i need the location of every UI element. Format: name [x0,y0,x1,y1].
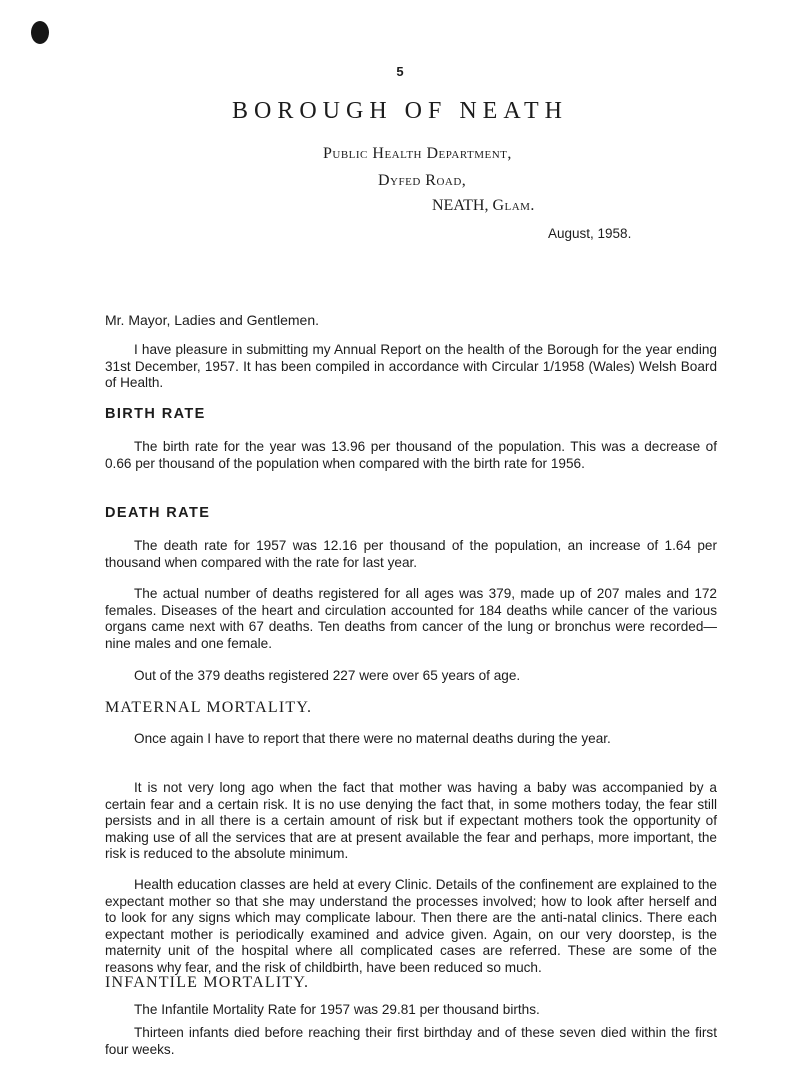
address-town-line [432,196,535,216]
infantile-paragraph-2: Thirteen infants died before reaching their first birthday and of these seven died within the first four weeks. [105,1025,717,1057]
page-number: 5 [396,64,404,79]
salutation: Mr. Mayor, Ladies and Gentlemen. [105,312,319,328]
birth-rate-block [105,439,717,472]
maternal-block-1 [105,731,717,748]
address-department: Public Health Department, [323,145,512,162]
heading-maternal-mortality: MATERNAL MORTALITY. [105,699,313,716]
infantile-block-2 [105,1025,717,1058]
punch-hole [31,21,49,44]
heading-death-rate: DEATH RATE [105,505,211,521]
maternal-paragraph-2: It is not very long ago when the fact that mother was having a baby was accompanied by a certain fear and a certain risk. It is no use denying the fact that, in some mothers today, the fear still persists and in all there is a certain amount of risk but if expectant mothers took the opportunity of making use of all the services that are at present available the fear and perhaps, more important, the risk is reduced to the absolute minimum. [105,780,717,862]
page-title: BOROUGH OF NEATH [231,98,568,124]
infantile-paragraph-1: The Infantile Mortality Rate for 1957 was 29.81 per thousand births. [134,1002,540,1017]
birth-rate-paragraph: The birth rate for the year was 13.96 per thousand of the population. This was a decrease of 0.66 per thousand of the population when compared with the birth rate for 1956. [105,439,717,471]
death-rate-block-3 [105,668,717,685]
address-road: Dyfed Road, [378,172,467,189]
death-rate-paragraph-1: The death rate for 1957 was 12.16 per thousand of the population, an increase of 1.64 per thousand when compared with the rate for last year. [105,538,717,570]
maternal-paragraph-3: Health education classes are held at every Clinic. Details of the confinement are explained to the expectant mother so that she may understand the processes involved; how to look after herself and to look for any signs which may complicate labour. Then there are the anti-natal clinics. There each expectant mother is periodically examined and advice given. Again, on our very doorstep, is the maternity unit of the hospital where all complicated cases are referred. These are some of the reasons why fear, and the risk of childbirth, have been reduced so much. [105,877,717,975]
heading-birth-rate: BIRTH RATE [105,406,206,422]
intro-paragraph: I have pleasure in submitting my Annual Report on the health of the Borough for the year ending 31st December, 1957. It has been compiled in accordance with Circular 1/1958 (Wales) Welsh Board of Health. [105,342,717,391]
heading-infantile-mortality: INFANTILE MORTALITY. [105,974,310,991]
infantile-block-1 [105,1002,717,1019]
death-rate-paragraph-2: The actual number of deaths registered for all ages was 379, made up of 207 males and 172 females. Diseases of the heart and circulation accounted for 184 deaths while cancer of the various organs came next with 67 deaths. Ten deaths from cancer of the lung or bronchus were recorded—nine males and one female. [105,586,717,651]
death-rate-block [105,538,717,571]
maternal-block-2 [105,780,717,863]
address-town: NEATH, [432,197,489,214]
address-county: Glam. [492,197,535,214]
intro-block [105,342,717,392]
death-rate-paragraph-3: Out of the 379 deaths registered 227 were over 65 years of age. [134,668,521,683]
death-rate-block-2 [105,586,717,652]
maternal-paragraph-1: Once again I have to report that there were no maternal deaths during the year. [134,731,611,746]
letter-date: August, 1958. [548,226,632,241]
maternal-block-3 [105,877,717,977]
